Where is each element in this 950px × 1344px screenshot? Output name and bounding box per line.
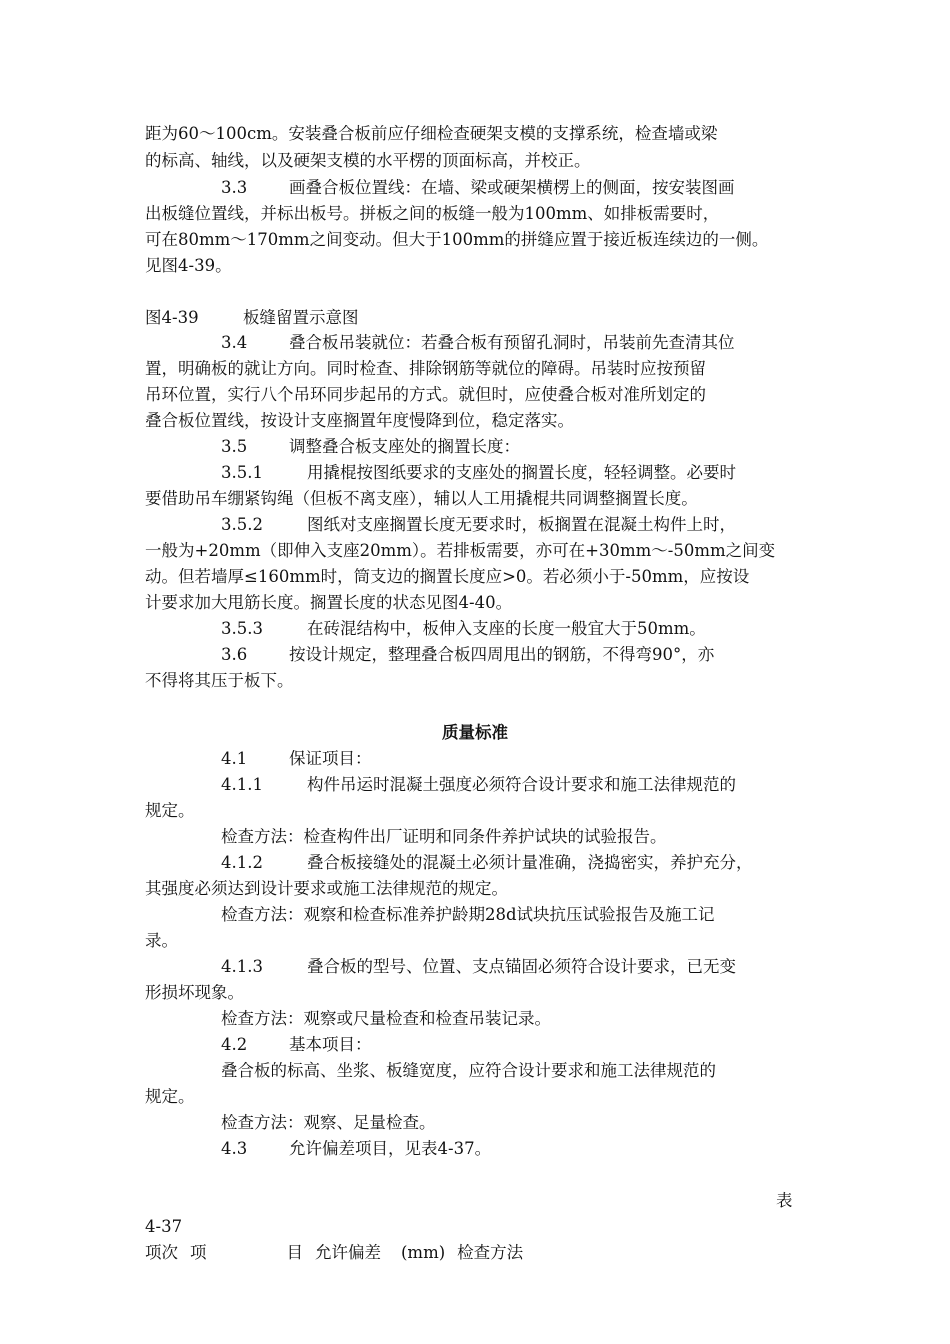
section-4-2 [221,1033,891,1057]
section-text: 图纸对支座搁置长度无要求时，板搁置在混凝土构件上时， [307,515,736,534]
check-method: 检查方法：观察、足量检查。 [221,1113,436,1132]
section-number: 3.5 [221,437,248,456]
section-4-1 [221,747,891,771]
table-header-row [145,1241,815,1265]
section-text: 画叠合板位置线：在墙、梁或硬架横楞上的侧面，按安装图画 [289,178,735,197]
section-3-5-2 [221,513,891,537]
section-3-5-1 [221,461,891,485]
text-line: 出板缝位置线，并标出板号。拼板之间的板缝一般为100mm、如排板需要时， [145,204,720,223]
section-4-1-2 [221,851,891,875]
check-method: 检查方法：观察和检查标准养护龄期28d试块抗压试验报告及施工记 [221,905,715,924]
section-number: 3.6 [221,645,248,664]
text-line: 的标高、轴线，以及硬架支模的水平楞的顶面标高，并校正。 [145,151,591,170]
text-line: 录。 [145,931,178,950]
section-number: 4.3 [221,1139,248,1158]
section-number: 3.5.2 [221,515,263,534]
check-method: 检查方法：检查构件出厂证明和同条件养护试块的试验报告。 [221,827,667,846]
text-line: 一般为+20mm（即伸入支座20mm）。若排板需要，亦可在+30mm～-50mm之间变 [145,541,776,560]
table-label: 表 [776,1191,793,1210]
text-line: 计要求加大甩筋长度。搁置长度的状态见图4-40。 [145,593,513,612]
text-line: 规定。 [145,1087,195,1106]
section-number: 4.1 [221,749,248,768]
section-text: 按设计规定，整理叠合板四周甩出的钢筋，不得弯90°，亦 [289,645,715,664]
section-text: 用撬棍按图纸要求的支座处的搁置长度，轻轻调整。必要时 [307,463,736,482]
section-text: 构件吊运时混凝土强度必须符合设计要求和施工法律规范的 [307,775,736,794]
section-text: 允许偏差项目，见表4-37。 [289,1139,492,1158]
section-4-3 [221,1137,891,1161]
section-text: 调整叠合板支座处的搁置长度： [289,437,520,456]
figure-number: 图4-39 [145,308,199,327]
text-line: 距为60～100cm。安装叠合板前应仔细检查硬架支模的支撑系统，检查墙或梁 [145,124,718,143]
text-line: 规定。 [145,801,195,820]
text-line: 吊环位置，实行八个吊环同步起吊的方式。就但时，应使叠合板对准所划定的 [145,385,706,404]
text-line: 动。但若墙厚≤160mm时，筒支边的搁置长度应>0。若必须小于-50mm，应按设 [145,567,750,586]
section-3-6 [221,643,891,667]
section-3-5-3 [221,617,891,641]
text-line: 形损坏现象。 [145,983,244,1002]
check-method: 检查方法：观察或尺量检查和检查吊装记录。 [221,1009,551,1028]
text-line: 可在80mm～170mm之间变动。但大于100mm的拼缝应置于接近板连续边的一侧。 [145,230,769,249]
section-4-1-3 [221,955,891,979]
section-number: 4.1.3 [221,957,263,976]
section-text: 在砖混结构中，板伸入支座的长度一般宜大于50mm。 [307,619,706,638]
section-heading: 质量标准 [442,723,508,742]
table-header-cell: 项次 [145,1243,178,1262]
section-3-3 [221,176,891,200]
section-number: 4.1.2 [221,853,263,872]
section-3-5 [221,435,891,459]
section-number: 3.4 [221,333,248,352]
table-header-cell: 目 [286,1243,303,1262]
section-number: 3.5.1 [221,463,263,482]
section-text: 叠合板的型号、位置、支点锚固必须符合设计要求，已无变 [307,957,736,976]
text-line: 要借助吊车绷紧钩绳（但板不离支座），辅以人工用撬棍共同调整搁置长度。 [145,489,698,508]
table-header-cell: 允许偏差 [315,1243,381,1262]
text-line: 其强度必须达到设计要求或施工法律规范的规定。 [145,879,508,898]
section-text: 保证项目： [289,749,372,768]
table-header-cell: 项 [190,1243,207,1262]
text-line: 叠合板位置线，按设计支座搁置年度慢降到位，稳定落实。 [145,411,574,430]
figure-caption [145,306,815,330]
section-text: 叠合板接缝处的混凝土必须计量准确，浇捣密实，养护充分， [307,853,753,872]
figure-title: 板缝留置示意图 [243,308,359,327]
section-3-4 [221,331,891,355]
table-header-cell: (mm) [401,1243,446,1262]
paragraph-4-2: 叠合板的标高、坐浆、板缝宽度，应符合设计要求和施工法律规范的 [221,1061,716,1080]
text-line: 不得将其压于板下。 [145,671,294,690]
section-number: 4.1.1 [221,775,263,794]
text-line: 见图4-39。 [145,256,232,275]
section-text: 叠合板吊装就位：若叠合板有预留孔洞时，吊装前先查清其位 [289,333,735,352]
text-line: 置，明确板的就让方向。同时检查、排除钢筋等就位的障碍。吊装时应按预留 [145,359,706,378]
section-number: 3.3 [221,178,248,197]
section-4-1-1 [221,773,891,797]
section-number: 4.2 [221,1035,248,1054]
table-number: 4-37 [145,1217,183,1236]
table-header-cell: 检查方法 [457,1243,524,1262]
section-text: 基本项目： [289,1035,372,1054]
section-number: 3.5.3 [221,619,263,638]
